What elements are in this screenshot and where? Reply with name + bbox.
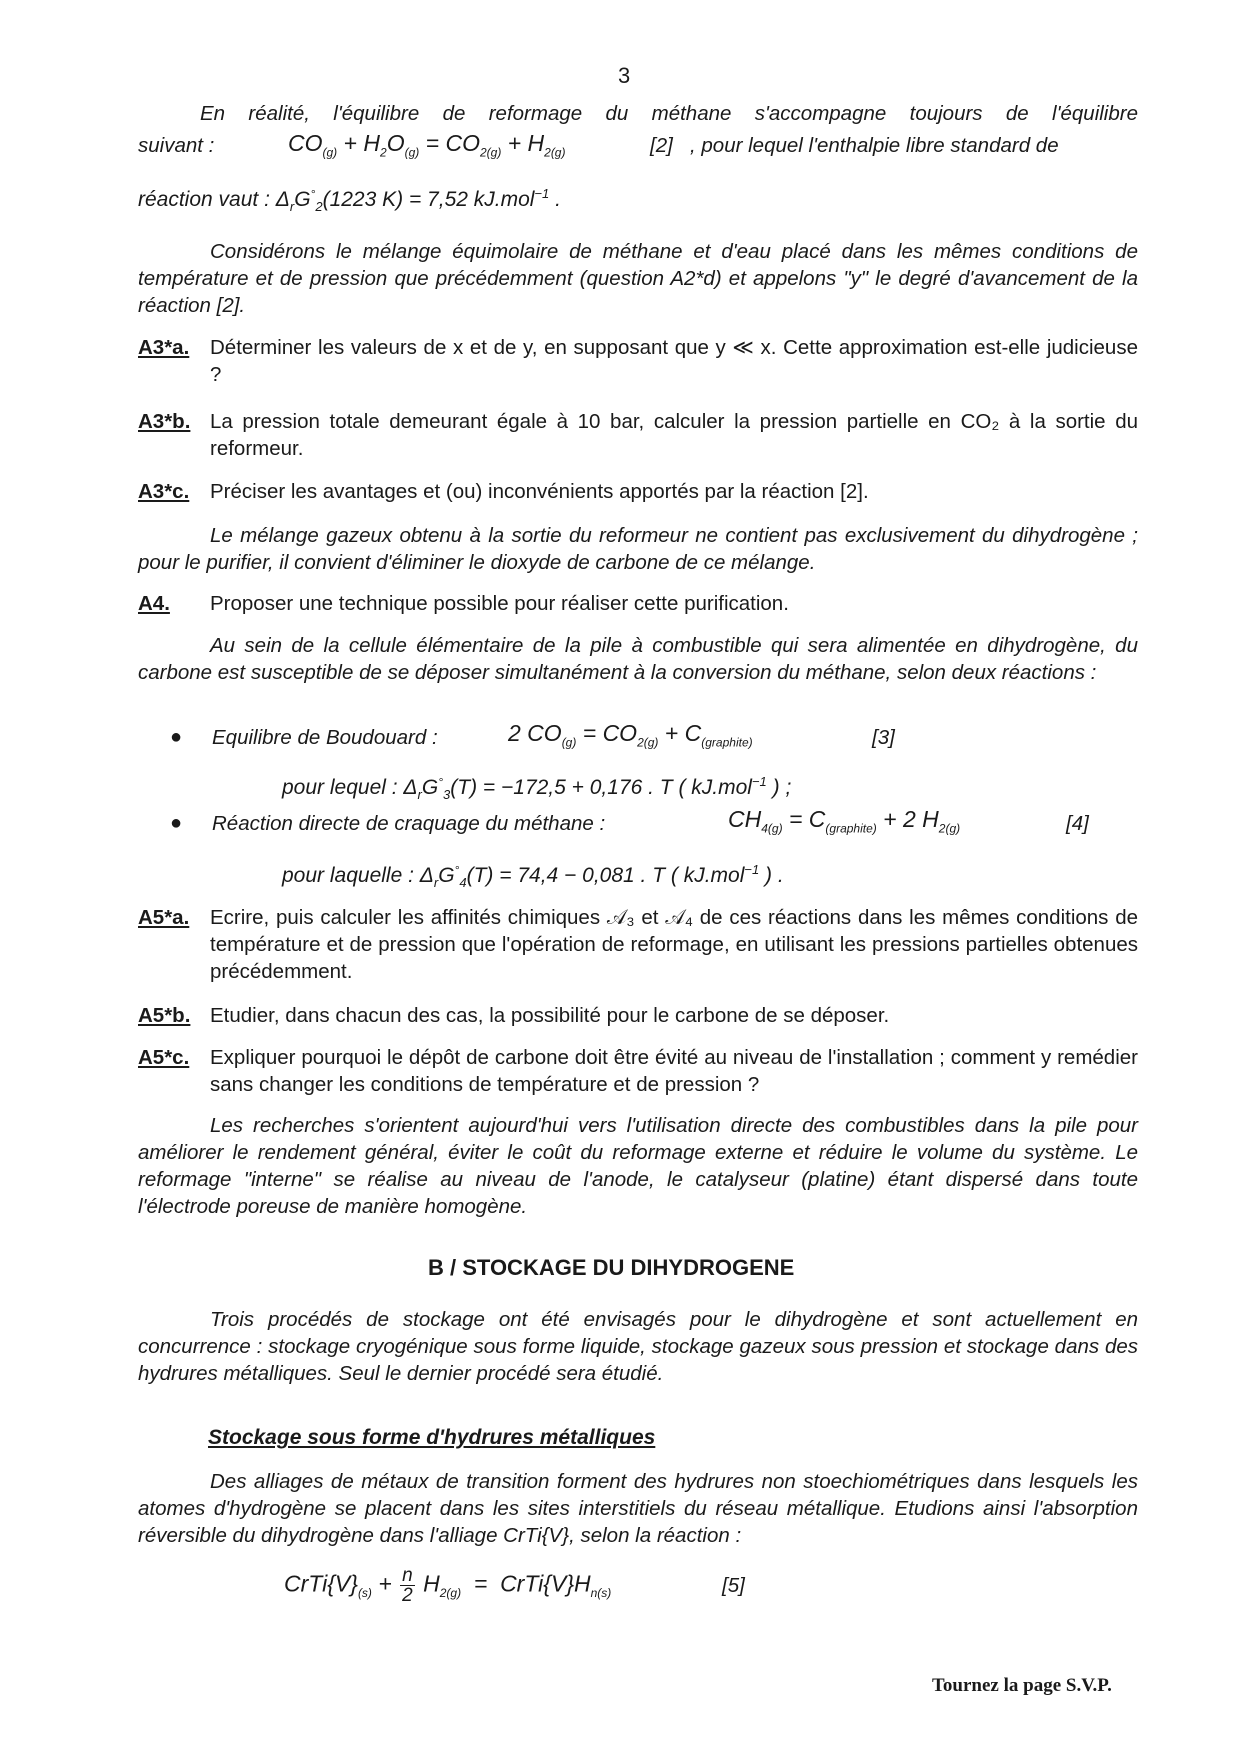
bullet-reaction-3: ● (170, 726, 183, 748)
paragraph-research: Les recherches s'orientent aujourd'hui vers l'utilisation directe des combustibles dans la pile pour améliorer le rendement général, éviter le coût du reformage externe et réduire le volume du système. Le reformage "interne" se réalise au niveau de l'anode, le catalyseur (platine) étant dispersé dans toute l'électrode poreuse de manière homogène. (138, 1114, 1138, 1218)
paragraph-storage: Trois procédés de stockage ont été envisagés pour le dihydrogène et sont actuellement en concurrence : stockage cryogénique sous forme liquide, stockage gazeux sous pression et stockage dans des hydrures métalliques. Seul le dernier procédé sera étudié. (138, 1308, 1138, 1385)
question-a5b-label: A5*b. (138, 1004, 191, 1027)
question-a5c-label: A5*c. (138, 1046, 190, 1069)
reaction-4-name: Réaction directe de craquage du méthane : (212, 812, 606, 835)
question-a5a-text: Ecrire, puis calculer les affinités chimiques 𝒜₃ et 𝒜₄ de ces réactions dans les mêmes conditions de température et de pression que l'opération de reformage, en utilisant les pressions partielles obtenues précédemment. (210, 906, 1138, 983)
paragraph-consider: Considérons le mélange équimolaire de méthane et d'eau placé dans les mêmes conditions de température et de pression que précédemment (question A2*d) et appelons "y" le degré d'avancement de la réaction [2]. (138, 240, 1138, 317)
intro-line-3: réaction vaut : $\Delta_rG^\circ_2(1223$ K) = 7,52 kJ.mol$^{-1}$ . (138, 186, 561, 215)
question-a3a-label: A3*a. (138, 336, 190, 359)
reaction-4-equation: $CH_{4(g)} = C_{(graphite)} + 2$ $H_{2(g)}$ (728, 806, 961, 836)
equation-5: $CrTi\{V\}_{(s)}$ + $\frac{n}{2}$ $H_{2(g)}$ = $CrTi\{V\}H_{n(s)}$ (284, 1565, 612, 1606)
question-a4-text: Proposer une technique possible pour réaliser cette purification. (210, 592, 789, 615)
question-a3c-label: A3*c. (138, 480, 190, 503)
question-a3b-text: La pression totale demeurant égale à 10 bar, calculer la pression partielle en CO₂ à la sortie du reformeur. (210, 410, 1138, 460)
reaction-3-name: Equilibre de Boudouard : (212, 726, 438, 749)
question-a5a-label: A5*a. (138, 906, 190, 929)
equation-5-fraction: $\frac{n}{2}$ (402, 1565, 413, 1606)
question-a5c-text: Expliquer pourquoi le dépôt de carbone doit être évité au niveau de l'installation ; comment y remédier sans changer les conditions de température et de pression ? (210, 1046, 1138, 1096)
question-a5b-text: Etudier, dans chacun des cas, la possibilité pour le carbone de se déposer. (210, 1004, 890, 1027)
reaction-4-tag: [4] (1066, 812, 1089, 835)
intro-line-1: En réalité, l'équilibre de reformage du méthane s'accompagne toujours de l'équilibre (200, 102, 1138, 125)
footer-turn-page: Tournez la page S.V.P. (932, 1675, 1112, 1696)
equation-2-tag: [2] (650, 134, 673, 157)
reaction-3-equation: 2 $CO_{(g)} = CO_{2(g)} + C_{(graphite)}$ (508, 720, 753, 750)
question-a3a-text: Déterminer les valeurs de x et de y, en supposant que y ≪ x. Cette approximation est-elle judicieuse ? (210, 336, 1138, 386)
paragraph-cell: Au sein de la cellule élémentaire de la pile à combustible qui sera alimentée en dihydrogène, du carbone est susceptible de se déposer simultanément à la conversion du méthane, selon deux réactions : (138, 634, 1138, 684)
intro-line-2 (138, 132, 1138, 159)
paragraph-mix: Le mélange gazeux obtenu à la sortie du reformeur ne contient pas exclusivement du dihydrogène ; pour le purifier, il convient d'éliminer le dioxyde de carbone de ce mélange. (138, 524, 1138, 574)
question-a3c-text: Préciser les avantages et (ou) inconvénients apportés par la réaction [2]. (210, 480, 869, 503)
paragraph-alloys: Des alliages de métaux de transition forment des hydrures non stoechiométriques dans lesquels les atomes d'hydrogène se placent dans les sites interstitiels du réseau métallique. Etudions ainsi l'absorption réversible du dihydrogène dans l'alliage CrTi{V}, selon la réaction : (138, 1470, 1138, 1547)
equation-2: $CO_{(g)} + H_2O_{(g)} = CO_{2(g)} + H_{2(g)}$ (288, 130, 566, 160)
intro-suffix: , pour lequel l'enthalpie libre standard de (690, 134, 1059, 157)
reaction-3-condition: pour lequel : $\Delta_rG^\circ_3(T) = -172,5 + 0,176$ . T ( kJ.mol$^{-1}$ ) ; (282, 774, 792, 803)
subsection-title: Stockage sous forme d'hydrures métalliques (208, 1426, 656, 1449)
equation-5-tag: [5] (722, 1574, 745, 1597)
reaction-3-tag: [3] (872, 726, 895, 749)
bullet-reaction-4: ● (170, 812, 183, 834)
section-b-title: B / STOCKAGE DU DIHYDROGENE (428, 1255, 795, 1280)
page-number: 3 (618, 63, 631, 88)
question-a4-label: A4. (138, 592, 170, 615)
reaction-4-condition: pour laquelle : $\Delta_rG^\circ_4(T) = 74,4 - 0,081$ . T ( kJ.mol$^{-1}$ ) . (282, 862, 784, 891)
intro-prefix: suivant : (138, 134, 215, 157)
question-a3b-label: A3*b. (138, 410, 191, 433)
